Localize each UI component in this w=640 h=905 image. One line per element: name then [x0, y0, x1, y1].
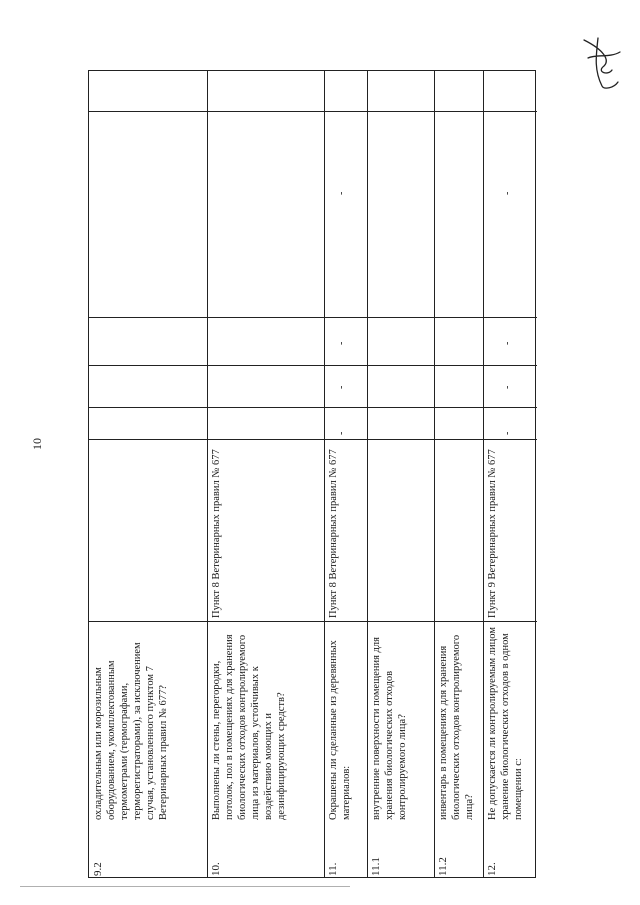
- answer-dash: -: [336, 191, 347, 195]
- answer-dash: -: [336, 385, 347, 389]
- answer-dash: -: [502, 341, 513, 345]
- page-edge-rule: [20, 886, 350, 887]
- handwritten-signature: [574, 30, 624, 100]
- row-number: 11.2: [437, 857, 449, 876]
- column-divider: [89, 407, 537, 408]
- column-divider: [89, 111, 537, 112]
- page-number: 10: [30, 438, 44, 450]
- reference-text: Пункт 9 Ветеринарных правил № 677: [487, 449, 498, 618]
- column-divider: [89, 317, 537, 318]
- answer-dash: -: [502, 385, 513, 389]
- question-text: Не допускается ли контролируемым лицом хранение биологических отходов в одном помещении с:: [487, 627, 524, 820]
- question-text: инвентарь в помещениях для хранения биологических отходов контролируемого лица?: [438, 634, 475, 820]
- column-divider: [89, 365, 537, 366]
- question-text: Выполнены ли стены, перегородки, потолок, пол в помещениях для хранения биологических отходов контролируемого лица из материалов, устойчивых к воздействию моющих и дезинфицирующих средств?: [211, 634, 287, 820]
- answer-dash: -: [336, 341, 347, 345]
- reference-text: Пункт 8 Ветеринарных правил № 677: [211, 449, 222, 618]
- row-number: 12.: [486, 862, 498, 876]
- row-number: 11.1: [370, 857, 382, 876]
- checklist-table: [88, 70, 536, 878]
- column-divider: [89, 621, 537, 622]
- answer-dash: -: [336, 431, 347, 435]
- question-text: Окрашены ли сделанные из деревянных материалов:: [328, 640, 352, 820]
- answer-dash: -: [502, 431, 513, 435]
- row-number: 10.: [210, 862, 222, 876]
- reference-text: Пункт 8 Ветеринарных правил № 677: [328, 449, 339, 618]
- answer-dash: -: [502, 191, 513, 195]
- row-number: 9.2: [92, 862, 104, 876]
- row-number: 11.: [327, 862, 339, 876]
- question-text: внутренние поверхности помещения для хранения биологических отходов контролируемого лица?: [371, 637, 408, 820]
- question-text: охладительным или морозильным оборудованием, укомплектованным термометрами (термографами, терморегистраторами), за исключением случая, установленного пунктом 7 Ветеринарных правил № 677?: [93, 642, 169, 820]
